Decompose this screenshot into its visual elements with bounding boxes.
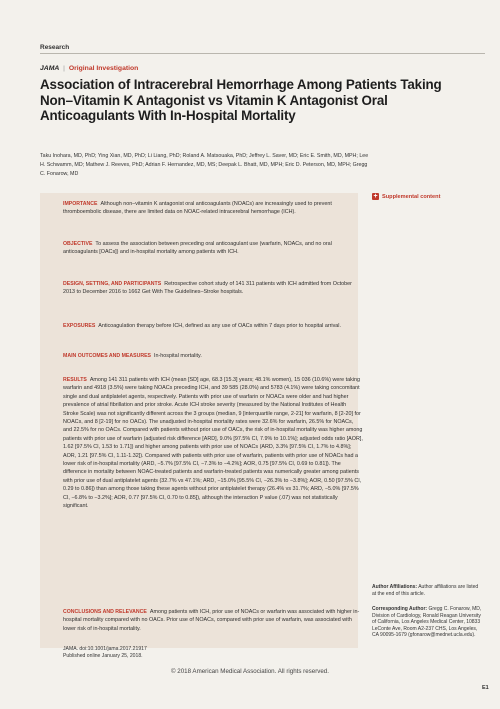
design-heading: DESIGN, SETTING, AND PARTICIPANTS [63,281,162,287]
conclusions-heading: CONCLUSIONS AND RELEVANCE [63,609,147,615]
importance-text: Although non–vitamin K antagonist oral anticoagulants (NOACs) are increasingly used to prevent thromboembolic disease, there are limited data on NOAC-related intracerebral hemorrhage (ICH). [63,201,332,216]
doi-line: JAMA. doi:10.1001/jama.2017.21917 [63,646,147,652]
affiliations-text: Author affiliations are listed at the end of this article. [372,584,479,597]
section-label: Research [40,44,70,51]
abstract-outcomes [63,352,363,360]
plus-icon: + [373,193,378,200]
abstract-conclusions [63,608,363,633]
article-title: Association of Intracerebral Hemorrhage Among Patients Taking Non–Vitamin K Antagonist vs Vitamin K Antagonist Oral Anticoagulants With In-Hospital Mortality [40,77,442,124]
supplemental-content-link[interactable] [372,193,440,200]
journal-separator: | [63,65,65,72]
published-line: Published online January 25, 2018. [63,653,143,660]
corresponding-text: Gregg C. Fonarow, MD, Division of Cardiology, Ronald Reagan University of California, Los Angeles Medical Center, 10833 LeConte Ave, Room A2-237 CHS, Los Angeles, CA 90095-1679 (gfonarow@mednet.ucla.edu). [372,606,482,639]
author-list: Taku Inohara, MD, PhD; Ying Xian, MD, PhD; Li Liang, PhD; Roland A. Matsouaka, PhD; Jeffrey L. Saver, MD; Eric E. Smith, MD, MPH; Lee H. Schwamm, MD; Mathew J. Reeves, PhD; Adrian F. Hernandez, MD, MS; Deepak L. Bhatt, MD, MPH; Eric D. Peterson, MD, MPH; Gregg C. Fonarow, MD [40,153,369,177]
abstract-importance [63,200,363,217]
journal-line [40,65,138,73]
exposures-text: Anticoagulation therapy before ICH, defined as any use of OACs within 7 days prior to hospital arrival. [98,323,342,329]
supplemental-content-label: Supplemental content [382,193,441,200]
abstract-results [63,376,363,511]
article-type: Original Investigation [68,65,139,72]
design-text: Retrospective cohort study of 141 311 patients with ICH admitted from October 2013 to December 2016 to 1662 Get With The Guidelines–Stroke hospitals. [63,281,352,296]
outcomes-text: In-hospital mortality. [154,353,202,359]
abstract-exposures [63,322,363,330]
abstract-objective [63,240,363,257]
copyright-notice: © 2018 American Medical Association. All rights reserved. [171,668,329,675]
citation-footer [63,646,263,660]
exposures-heading: EXPOSURES [63,323,96,329]
importance-heading: IMPORTANCE [63,201,98,207]
objective-text: To assess the association between preceding oral anticoagulant use (warfarin, NOACs, and no oral anticoagulants [OACs]) and in-hospital mortality among patients with ICH. [63,241,332,256]
page-number: E1 [482,685,489,691]
results-heading: RESULTS [63,377,87,383]
conclusions-text: Among patients with ICH, prior use of NOACs or warfarin was associated with higher in-hospital mortality compared with no OACs. Prior use of NOACs, compared with prior use of warfarin, was associated with lower risk of in-hospital mortality. [63,609,360,632]
affiliations-label: Author Affiliations: [372,584,418,590]
outcomes-heading: MAIN OUTCOMES AND MEASURES [63,353,151,359]
abstract-design [63,280,363,297]
objective-heading: OBJECTIVE [63,241,93,247]
corresponding-label: Corresponding Author: [372,606,428,612]
section-divider [40,53,485,54]
journal-name: JAMA [40,65,60,72]
results-text: Among 141 311 patients with ICH (mean [SD] age, 68.3 [15.3] years; 48.1% women), 15 036 (10.6%) were taking warfarin and 4918 (3.5%) were taking NOACs preceding ICH, and 39 585 (28.0%) and 5783 (4.1%) were taking concomitant single and dual antiplatelet agents, respectively. Patients with prior use of warfarin or NOACs were older and had higher prevalence of atrial fibrillation and prior stroke. Acute ICH stroke severity (measured by the National Institutes of Health Stroke Scale) was not significantly different across the 3 groups (median, 9 [interquartile range, 2-21] for warfarin, 8 [2-20] for NOACs, and 8 [2-19] for no OACs). The unadjusted in-hospital mortality rates were 32.6% for warfarin, 26.5% for NOACs, and 22.5% for no OACs. Compared with patients without prior use of OACs, the risk of in-hospital mortality was higher among patients with prior use of warfarin (adjusted risk difference [ARD], 9.0% [97.5% CI, 7.9% to 10.1%]; adjusted odds ratio [AOR], 1.62 [97.5% CI, 1.53 to 1.71]) and higher among patients with prior use of NOACs (ARD, 3.3% [97.5% CI, 1.7% to 4.8%]; AOR, 1.21 [97.5% CI, 1.11-1.32]). Compared with patients with prior use of warfarin, patients with prior use of NOACs had a lower risk of in-hospital mortality (ARD, −5.7% [97.5% CI, −7.3% to −4.2%]; AOR, 0.75 [97.5% CI, 0.69 to 0.81]). The difference in mortality between NOAC-treated patients and warfarin-treated patients was numerically greater among patients with prior use of dual antiplatelet agents (32.7% vs 47.1%; ARD, −15.0% [95.5% CI, −26.3% to −3.8%]; AOR, 0.50 [97.5% CI, 0.29 to 0.86]) than among those taking these agents without prior antiplatelet therapy (26.4% vs 31.7%; ARD, −5.0% [97.5% CI, −6.8% to −3.2%]; AOR, 0.77 [97.5% CI, 0.70 to 0.85]), although the interaction P value (.07) was not statistically significant. [63,377,363,510]
author-affiliations [372,584,482,597]
corresponding-author [372,606,482,639]
